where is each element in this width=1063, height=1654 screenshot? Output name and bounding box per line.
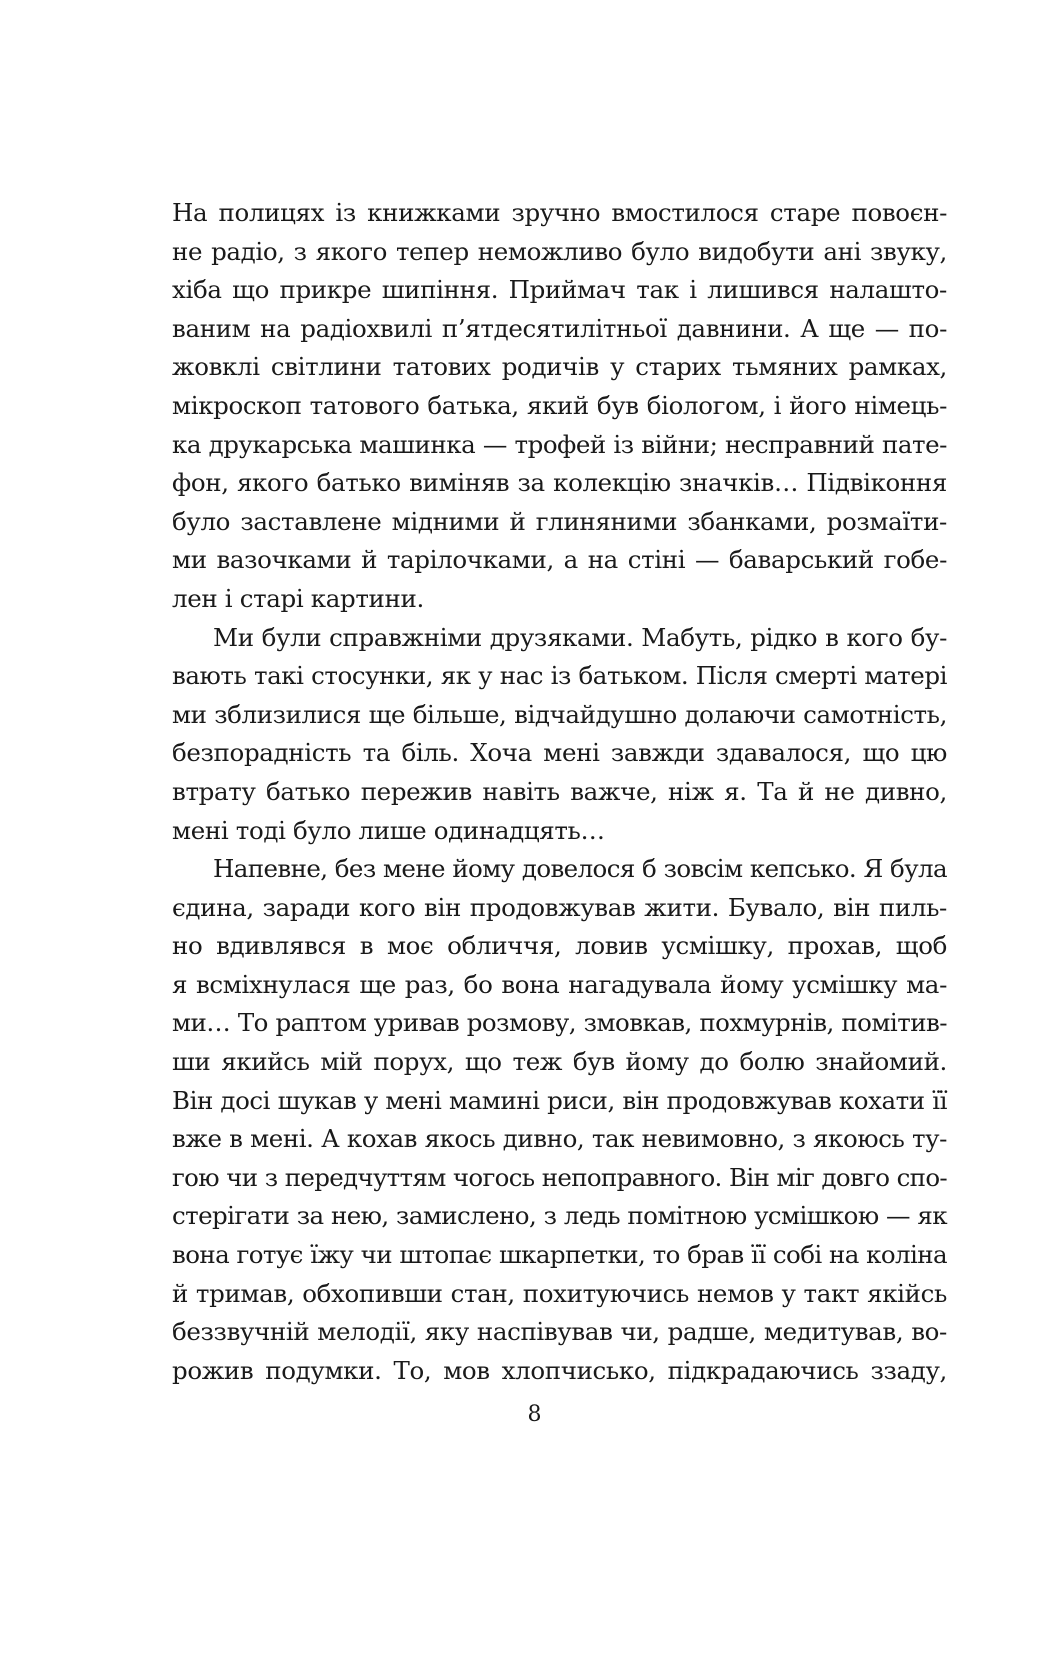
body-text [172, 194, 947, 1390]
text-line: ми вазочками й тарілочками, а на стіні — баварський гобе- [172, 545, 947, 575]
text-line: й тримав, обхопивши стан, похитуючись немов у такт якійсь [172, 1278, 947, 1308]
text-line: не радіо, з якого тепер неможливо було видобути ані звуку, [172, 236, 947, 266]
text-line: беззвучній мелодії, яку наспівував чи, радше, медитував, во- [172, 1317, 947, 1347]
text-line: фон, якого батько виміняв за колекцію значків… Підвіконня [172, 468, 947, 498]
text-line: мені тоді було лише одинадцять… [172, 815, 605, 845]
text-line: ми зблизилися ще більше, відчайдушно долаючи самотність, [172, 699, 947, 729]
text-line: Ми були справжніми друзяками. Мабуть, рідко в кого бу- [213, 622, 947, 652]
text-line: хіба що прикре шипіння. Приймач так і лишився налашто- [172, 275, 947, 305]
text-line: ми… То раптом уривав розмову, змовкав, похмурнів, помітив- [172, 1008, 947, 1038]
text-line: гою чи з передчуттям чогось непоправного. Він міг довго спо- [172, 1162, 947, 1192]
text-line: вона готує їжу чи штопає шкарпетки, то брав її собі на коліна [172, 1240, 947, 1270]
text-line: ка друкарська машинка — трофей із війни; несправний пате- [172, 429, 947, 459]
text-line: вають такі стосунки, як у нас із батьком. Після смерті матері [172, 661, 947, 691]
text-line: Він досі шукав у мені мамині риси, він продовжував кохати її [172, 1085, 947, 1115]
text-line: жовклі світлини татових родичів у старих тьмяних рамках, [172, 352, 947, 382]
page-number: 8 [527, 1402, 542, 1427]
text-line: ваним на радіохвилі п’ятдесятилітньої давнини. А ще — по- [172, 313, 947, 343]
text-line: лен і старі картини. [172, 583, 424, 613]
text-line: но вдивлявся в моє обличчя, ловив усмішку, прохав, щоб [172, 931, 947, 961]
text-line: вже в мені. А кохав якось дивно, так невимовно, з якоюсь ту- [172, 1124, 947, 1154]
text-line: було заставлене мідними й глиняними збанками, розмаїти- [172, 506, 947, 536]
text-line: стерігати за нею, замислено, з ледь помітною усмішкою — як [172, 1201, 947, 1231]
text-line: рожив подумки. То, мов хлопчисько, підкрадаючись ззаду, [172, 1355, 947, 1385]
text-line: На полицях із книжками зручно вмостилося старе повоєн- [172, 198, 947, 227]
paragraph-1 [172, 194, 947, 619]
paragraph-3 [172, 850, 947, 1390]
text-line: мікроскоп татового батька, який був біологом, і його німець- [172, 390, 947, 420]
text-line: ши якийсь мій порух, що теж був йому до болю знайомий. [172, 1047, 947, 1077]
paragraph-2 [172, 619, 947, 851]
text-line: Напевне, без мене йому довелося б зовсім кепсько. Я була [213, 854, 947, 884]
text-line: я всміхнулася ще раз, бо вона нагадувала йому усмішку ма- [172, 969, 947, 999]
text-line: безпорадність та біль. Хоча мені завжди здавалося, що цю [172, 738, 947, 768]
text-line: єдина, заради кого він продовжував жити. Бувало, він пиль- [172, 892, 947, 922]
text-line: втрату батько пережив навіть важче, ніж я. Та й не дивно, [172, 776, 947, 806]
